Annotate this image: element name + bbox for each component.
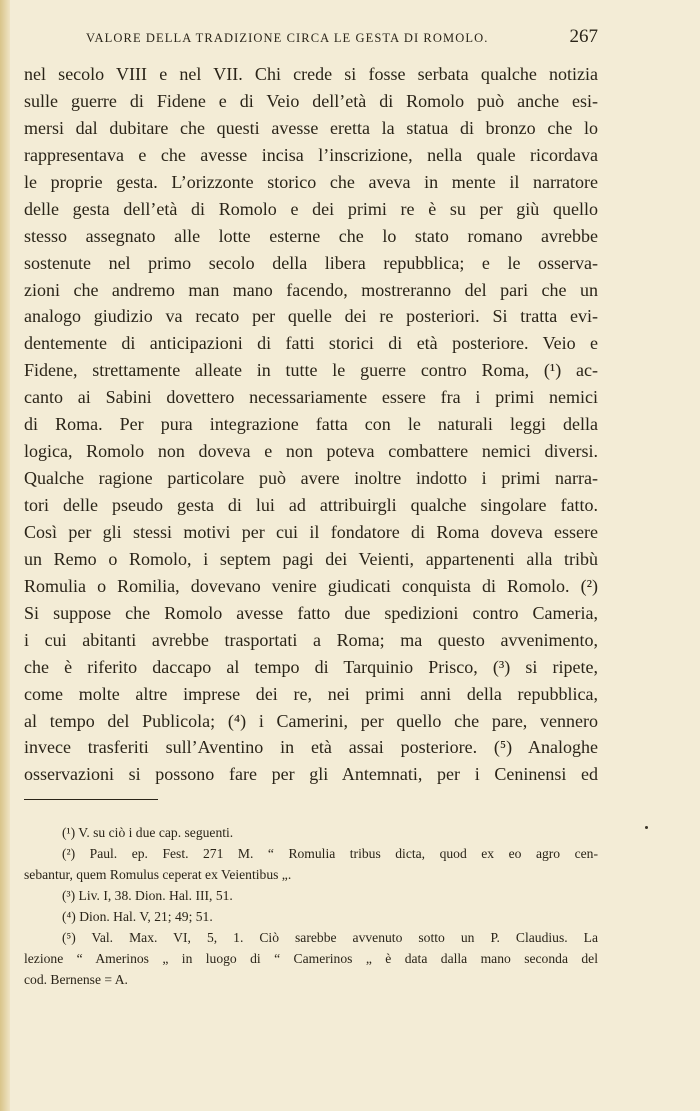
text-line: Qualche ragione particolare può avere inoltre indotto i primi narra-: [24, 468, 598, 489]
text-line: tori delle pseudo gesta di lui ad attribuirgli qualche singolare fatto.: [24, 495, 598, 515]
text-line: Così per gli stessi motivi per cui il fondatore di Roma doveva essere: [24, 521, 598, 542]
text-line: Si suppose che Romolo avesse fatto due spedizioni contro Cameria,: [24, 602, 598, 623]
text-line: invece trasferiti sull’Aventino in età assai posteriore. (⁵) Analoghe: [24, 737, 598, 758]
footnote-line: cod. Bernense = A.: [24, 972, 128, 987]
text-line: rappresentava e che avesse incisa l’inscrizione, nella quale ricordava: [24, 144, 598, 165]
footnotes: [24, 822, 598, 990]
text-line: zioni che andremo man mano facendo, mostreranno del pari che un: [24, 279, 598, 300]
footnote-line: (⁴) Dion. Hal. V, 21; 49; 51.: [62, 909, 213, 924]
ink-speck: [645, 826, 648, 829]
text-line: che è riferito daccapo al tempo di Tarquinio Prisco, (³) si ripete,: [24, 656, 598, 677]
text-line: come molte altre imprese dei re, nei primi anni della repubblica,: [24, 683, 598, 704]
text-line: i cui abitanti avrebbe trasportati a Roma; ma questo avvenimento,: [24, 629, 598, 650]
footnote-line: lezione “ Amerinos „ in luogo di “ Camerinos „ è data dalla mano seconda del: [24, 951, 598, 966]
text-line: nel secolo VIII e nel VII. Chi crede si fosse serbata qualche notizia: [24, 64, 598, 84]
footnote-line: (⁵) Val. Max. VI, 5, 1. Ciò sarebbe avvenuto sotto un P. Claudius. La: [62, 930, 598, 945]
body-text: [24, 61, 598, 788]
footnote-line: (¹) V. su ciò i due cap. seguenti.: [62, 825, 234, 840]
page-number: 267: [569, 26, 598, 47]
text-line: dentemente di anticipazioni di fatti storici di età posteriore. Veio e: [24, 333, 598, 354]
text-line: canto ai Sabini dovettero necessariamente essere fra i primi nemici: [24, 387, 598, 408]
text-line: Romulia o Romilia, dovevano venire giudicati conquista di Romolo. (²): [24, 575, 598, 596]
running-head: VALORE DELLA TRADIZIONE CIRCA LE GESTA DI ROMOLO.: [86, 31, 489, 45]
text-line: mersi dal dubitare che questi avesse eretta la statua di bronzo che lo: [24, 117, 598, 138]
text-line: logica, Romolo non doveva e non poteva combattere nemici diversi.: [24, 441, 598, 462]
footnote-line: sebantur, quem Romulus ceperat ex Veientibus „.: [24, 867, 292, 882]
text-line: stesso assegnato alle lotte esterne che lo stato romano avrebbe: [24, 225, 598, 246]
text-line: analogo giudizio va recato per quelle dei re posteriori. Si tratta evi-: [24, 306, 598, 327]
text-line: delle gesta dell’età di Romolo e dei primi re è su per giù quello: [24, 198, 598, 219]
footnote-line: (²) Paul. ep. Fest. 271 M. “ Romulia tribus dicta, quod ex eo agro cen-: [62, 846, 598, 861]
text-line: Fidene, strettamente alleate in tutte le guerre contro Roma, (¹) ac-: [24, 360, 598, 381]
text-line: sulle guerre di Fidene e di Veio dell’età di Romolo può anche esi-: [24, 90, 598, 111]
footnote-rule: [24, 799, 158, 800]
text-line: al tempo del Publicola; (⁴) i Camerini, per quello che pare, vennero: [24, 710, 598, 731]
page-edge-shadow: [0, 0, 10, 1111]
text-line: di Roma. Per pura integrazione fatta con le naturali leggi della: [24, 414, 598, 435]
text-line: osservazioni si possono fare per gli Antemnati, per i Ceninensi ed: [24, 764, 598, 785]
text-line: un Remo o Romolo, i septem pagi dei Veienti, appartenenti alla tribù: [24, 548, 598, 569]
page-header: [86, 26, 598, 52]
text-line: le proprie gesta. L’orizzonte storico che aveva in mente il narratore: [24, 171, 598, 192]
text-line: sostenute nel primo secolo della libera repubblica; e le osserva-: [24, 252, 598, 273]
footnote-line: (³) Liv. I, 38. Dion. Hal. III, 51.: [62, 888, 233, 903]
